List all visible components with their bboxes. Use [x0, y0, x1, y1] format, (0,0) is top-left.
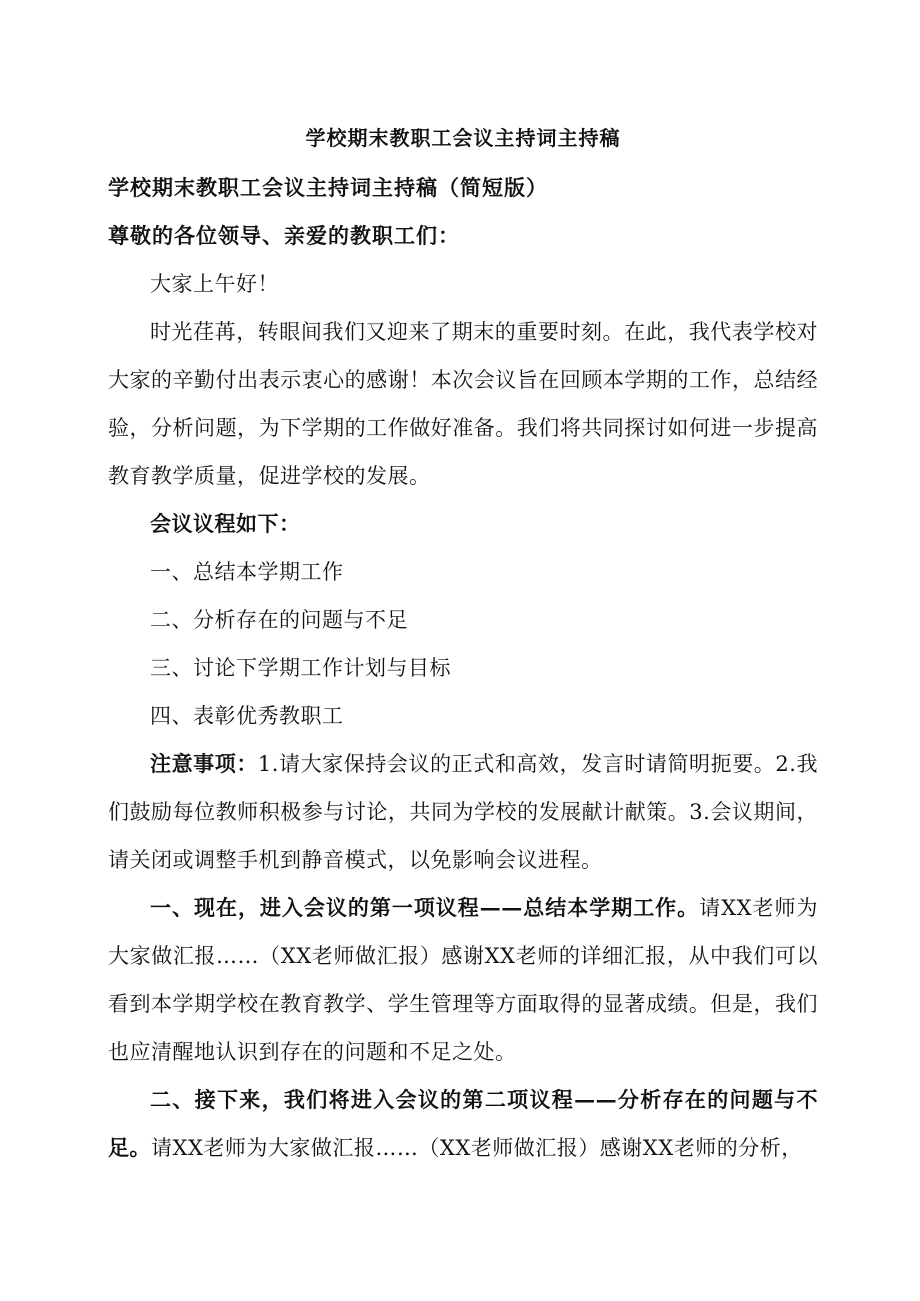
notes-paragraph: [108, 740, 818, 884]
agenda-item: 三、讨论下学期工作计划与目标: [150, 656, 451, 680]
document-title: 学校期末教职工会议主持词主持稿: [305, 126, 621, 150]
agenda-item: 一、总结本学期工作: [150, 560, 344, 584]
notes-text: 1.请大家保持会议的正式和高效，发言时请简明扼要。2.我们鼓励每位教师积极参与讨论，共同为学校的发展献计献策。3.会议期间，请关闭或调整手机到静音模式，以免影响会议进程。: [108, 752, 818, 872]
agenda-item: 二、分析存在的问题与不足: [150, 608, 408, 632]
document-page: [108, 118, 818, 1172]
section2-paragraph: [108, 1076, 818, 1172]
notes-label: 注意事项：: [150, 751, 258, 776]
section1-heading: 一、现在，进入会议的第一项议程——总结本学期工作。: [150, 895, 700, 920]
agenda-heading: 会议议程如下：: [150, 511, 301, 536]
section1-text: 请XX老师为大家做汇报……（XX老师做汇报）感谢XX老师的详细汇报，从中我们可以看到本学期学校在教育教学、学生管理等方面取得的显著成绩。但是，我们也应清醒地认识到存在的问题和不足之处。: [108, 896, 818, 1064]
section2-text: 请XX老师为大家做汇报……（XX老师做汇报）感谢XX老师的分析，: [151, 1136, 803, 1160]
section2-heading: 二、接下来，我们将进入会议的第二项议程——分析存在的问题与不足。: [108, 1087, 818, 1160]
section1-paragraph: [108, 884, 818, 1076]
agenda-item: 四、表彰优秀教职工: [150, 704, 344, 728]
greeting-line: 尊敬的各位领导、亲爱的教职工们：: [108, 223, 460, 248]
intro-paragraph: 时光荏苒，转眼间我们又迎来了期末的重要时刻。在此，我代表学校对大家的辛勤付出表示衷心的感谢！本次会议旨在回顾本学期的工作，总结经验，分析问题，为下学期的工作做好准备。我们将共同探讨如何进一步提高教育教学质量，促进学校的发展。: [108, 320, 818, 488]
document-subtitle: 学校期末教职工会议主持词主持稿（简短版）: [108, 175, 548, 200]
hello-paragraph: 大家上午好！: [150, 272, 279, 296]
